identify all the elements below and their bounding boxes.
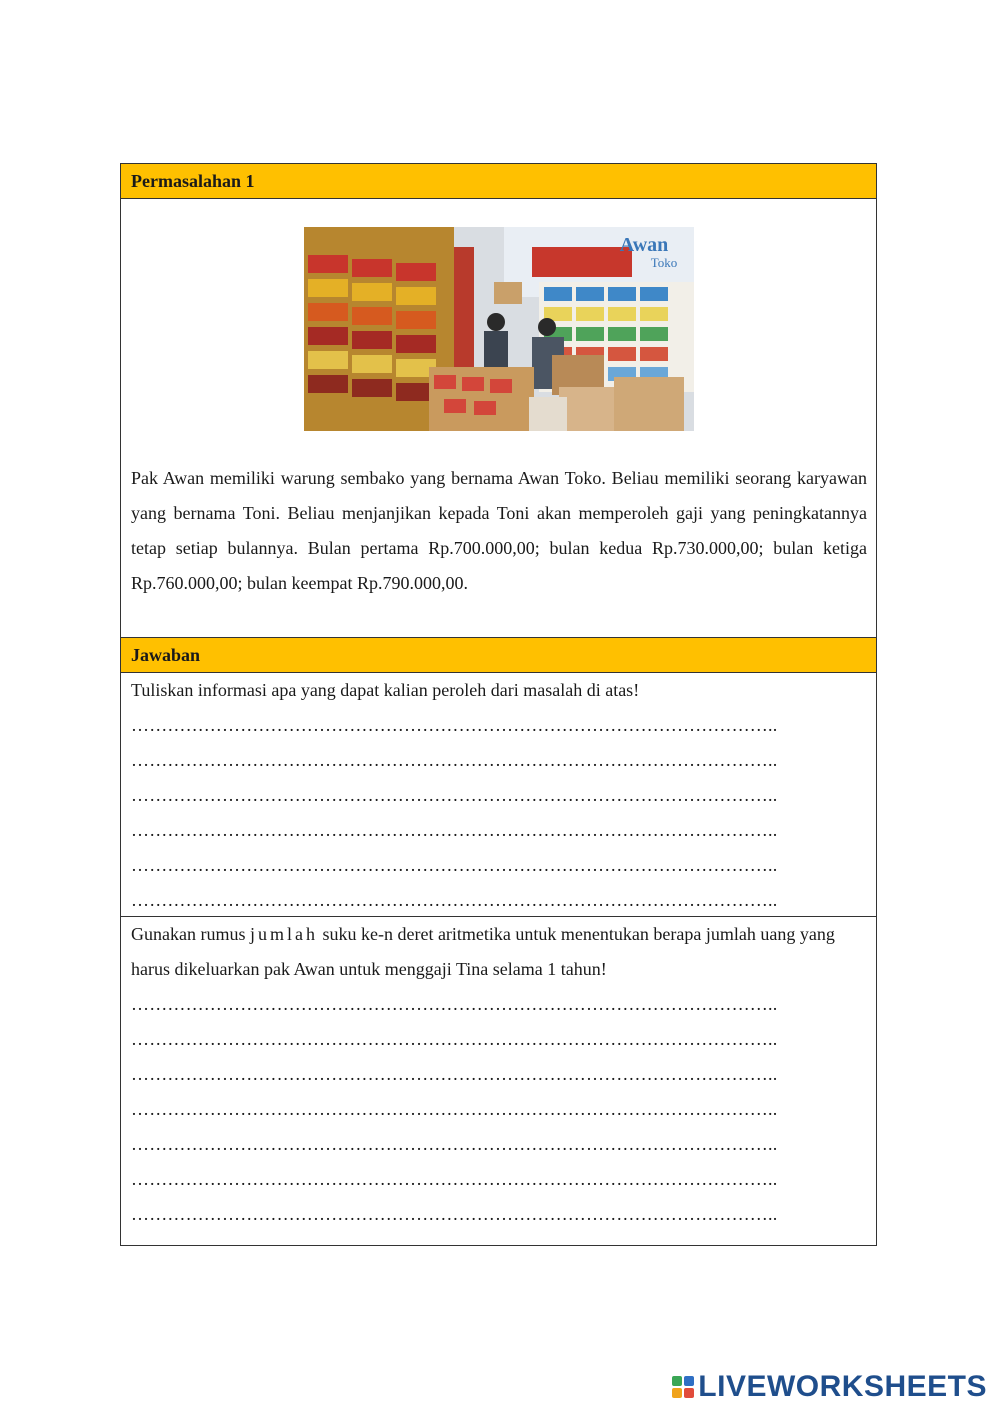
answer-line[interactable]: …………………………………………………………………………………………….. xyxy=(131,820,778,840)
answer-line[interactable]: …………………………………………………………………………………………….. xyxy=(131,855,778,875)
problem-body xyxy=(121,199,876,638)
answer-line[interactable]: …………………………………………………………………………………………….. xyxy=(131,994,778,1014)
answer-line[interactable]: …………………………………………………………………………………………….. xyxy=(131,750,778,770)
question-1: Tuliskan informasi apa yang dapat kalian peroleh dari masalah di atas! xyxy=(131,680,640,700)
answer-line[interactable]: …………………………………………………………………………………………….. xyxy=(131,1029,778,1049)
store-photo-image xyxy=(304,227,694,431)
answer-line[interactable]: …………………………………………………………………………………………….. xyxy=(131,1099,778,1119)
worksheet-table xyxy=(120,163,877,1246)
answer-line[interactable]: …………………………………………………………………………………………….. xyxy=(131,715,778,735)
answer-line[interactable]: …………………………………………………………………………………………….. xyxy=(131,1064,778,1084)
awan-toko-logo: Awan xyxy=(619,234,669,256)
answer-header: Jawaban xyxy=(121,638,876,673)
problem-story: Pak Awan memiliki warung sembako yang bernama Awan Toko. Beliau memiliki seorang karyawan yang bernama Toni. Beliau menjanjikan kepada Toni akan memperoleh gaji yang peningkatannya tetap setiap bulannya. Bulan pertama Rp.700.000,00; bulan kedua Rp.730.000,00; bulan ketiga Rp.760.000,00; bulan keempat Rp.790.000,00. xyxy=(131,468,867,593)
liveworksheets-logo-icon xyxy=(672,1376,694,1398)
answer-line[interactable]: …………………………………………………………………………………………….. xyxy=(131,890,778,910)
question-2: Gunakan rumus jumlah suku ke-n deret aritmetika untuk menentukan berapa jumlah uang yang harus dikeluarkan pak Awan untuk menggaji Tina selama 1 tahun! xyxy=(131,924,835,979)
problem-header: Permasalahan 1 xyxy=(121,164,876,199)
answer-section-2 xyxy=(121,917,876,1245)
liveworksheets-brand: LIVEWORKSHEETS xyxy=(698,1370,987,1403)
svg-text:Toko: Toko xyxy=(650,255,678,270)
answer-line[interactable]: …………………………………………………………………………………………….. xyxy=(131,1134,778,1154)
store-photo xyxy=(304,227,694,431)
answer-section-1 xyxy=(121,673,876,917)
liveworksheets-logo xyxy=(672,1370,987,1404)
answer-line[interactable]: …………………………………………………………………………………………….. xyxy=(131,785,778,805)
answer-line[interactable]: …………………………………………………………………………………………….. xyxy=(131,1204,778,1224)
answer-line[interactable]: …………………………………………………………………………………………….. xyxy=(131,1169,778,1189)
